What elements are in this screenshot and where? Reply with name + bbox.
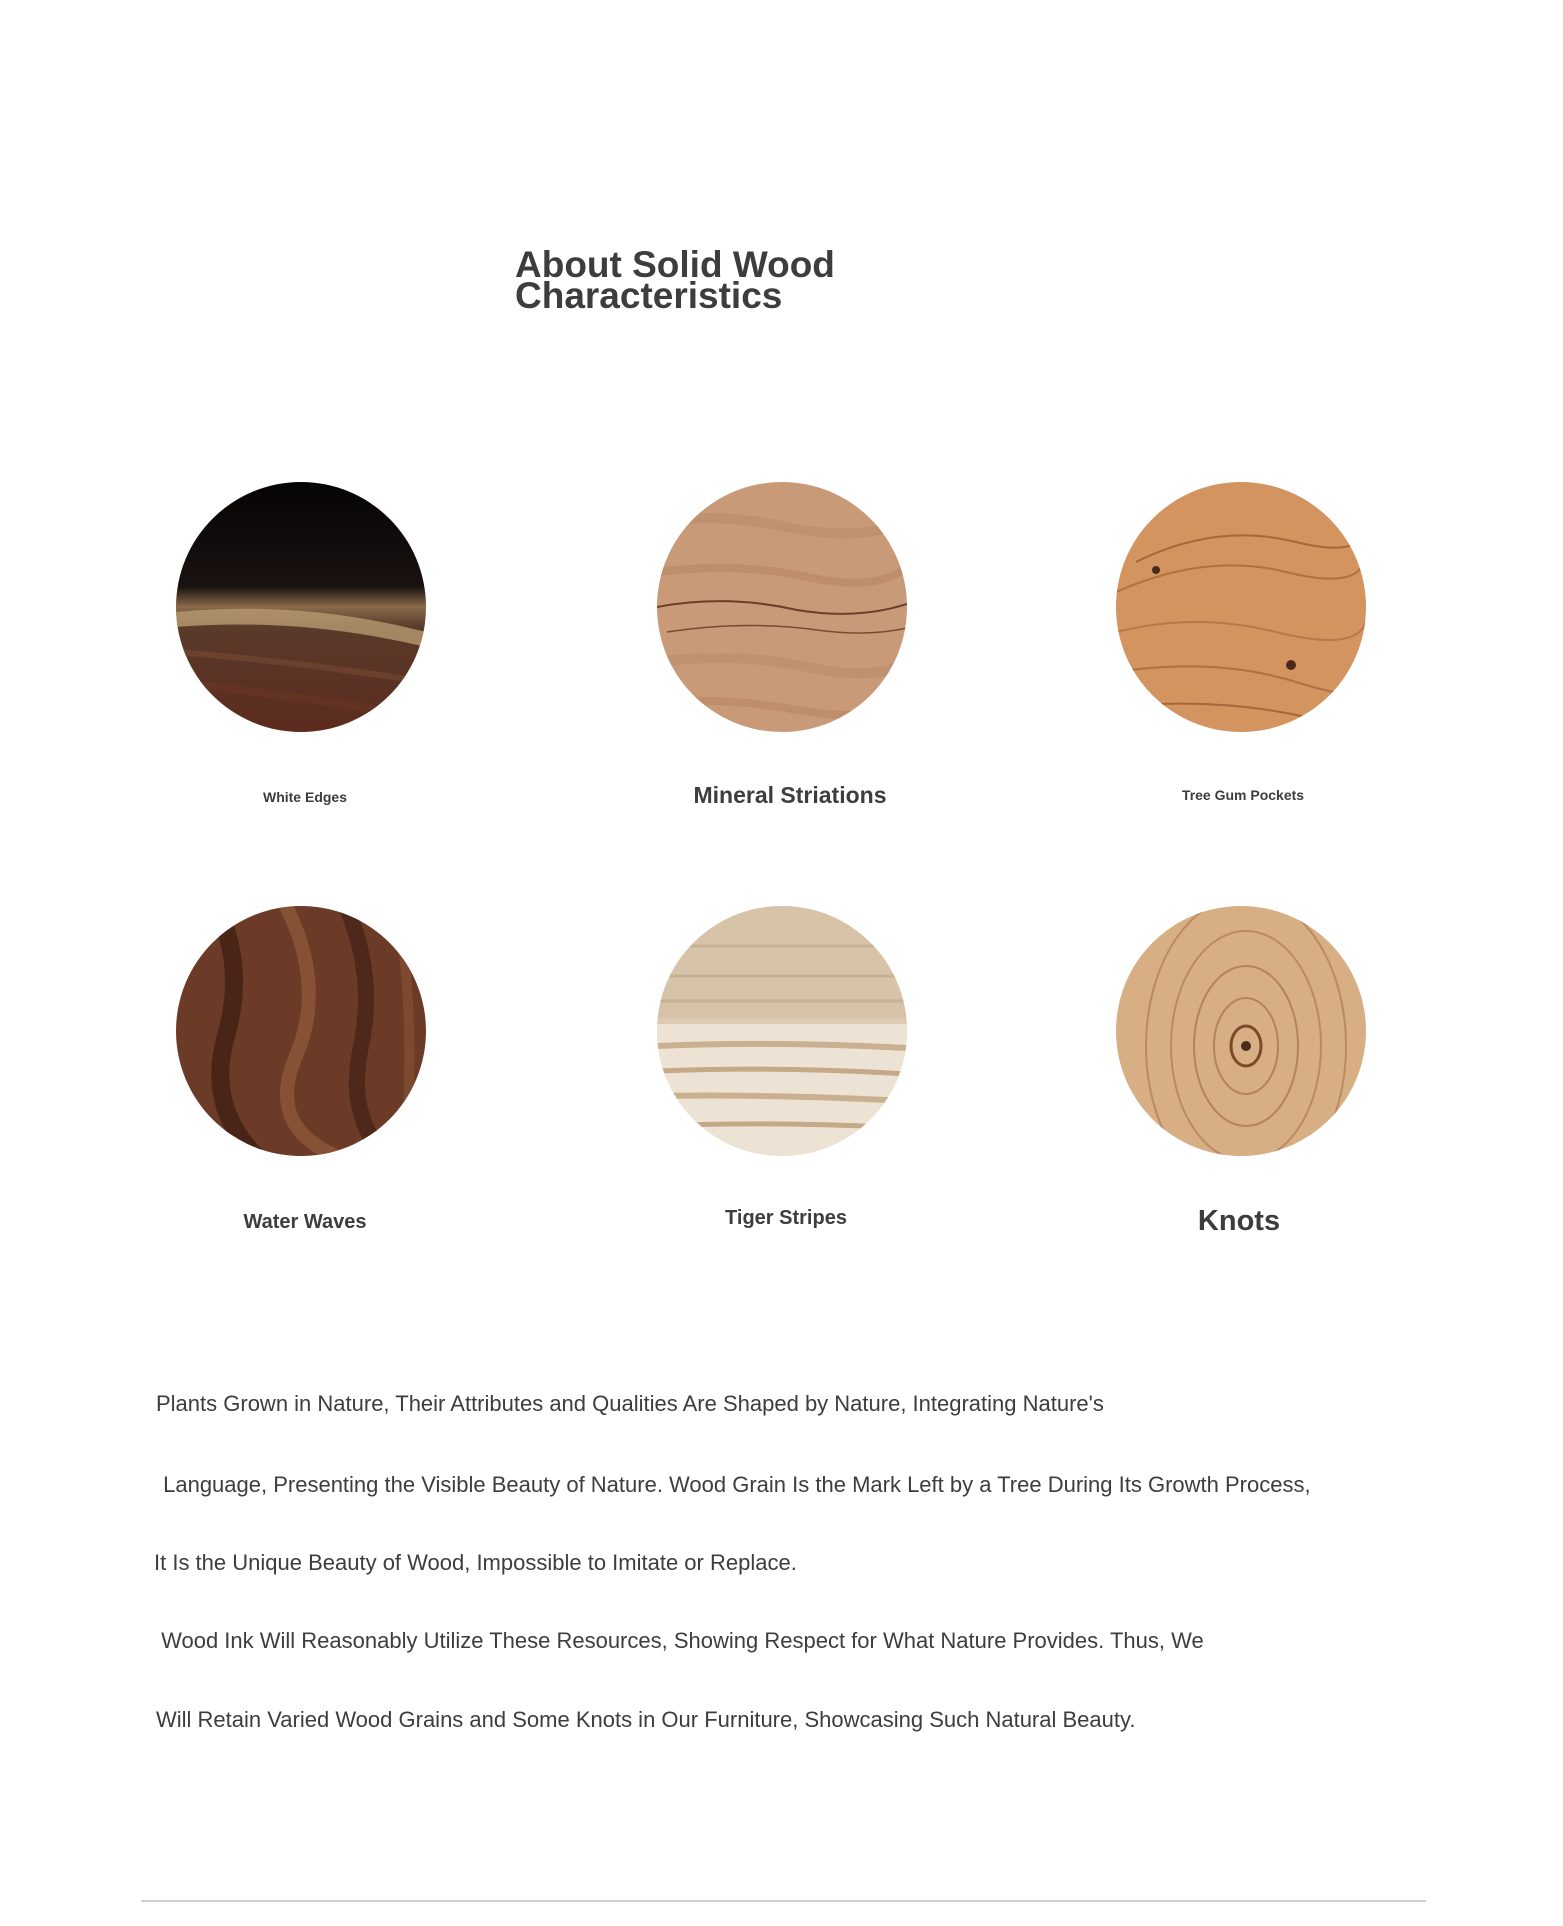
water-waves-label: Water Waves bbox=[243, 1211, 367, 1233]
description-line-4: Wood Ink Will Reasonably Utilize These Resources, Showing Respect for What Nature Provides. Thus, We bbox=[155, 1628, 1204, 1653]
section-title bbox=[515, 244, 835, 316]
mineral-striations-image bbox=[657, 482, 907, 732]
white-edges-label: White Edges bbox=[262, 789, 348, 805]
section-divider bbox=[141, 1900, 1426, 1902]
description-line-5: Will Retain Varied Wood Grains and Some Knots in Our Furniture, Showcasing Such Natural Beauty. bbox=[156, 1707, 1136, 1732]
tree-gum-pockets-image bbox=[1116, 482, 1366, 732]
knots-label: Knots bbox=[1197, 1205, 1281, 1237]
tree-gum-pockets-label: Tree Gum Pockets bbox=[1181, 787, 1305, 803]
description-line-1: Plants Grown in Nature, Their Attributes and Qualities Are Shaped by Nature, Integrating Nature's bbox=[156, 1391, 1104, 1416]
white-edges-image bbox=[176, 482, 426, 732]
section-title-line-2: Characteristics bbox=[515, 275, 783, 316]
description-line-2: Language, Presenting the Visible Beauty of Nature. Wood Grain Is the Mark Left by a Tree During Its Growth Process, bbox=[157, 1472, 1311, 1497]
knots-image bbox=[1116, 906, 1366, 1156]
tiger-stripes-image bbox=[657, 906, 907, 1156]
tiger-stripes-label: Tiger Stripes bbox=[725, 1207, 847, 1229]
description-line-3: It Is the Unique Beauty of Wood, Impossible to Imitate or Replace. bbox=[154, 1550, 797, 1575]
mineral-striations-label: Mineral Striations bbox=[693, 782, 887, 808]
section-title-line-1: About Solid Wood bbox=[515, 244, 835, 285]
water-waves-image bbox=[176, 906, 426, 1156]
